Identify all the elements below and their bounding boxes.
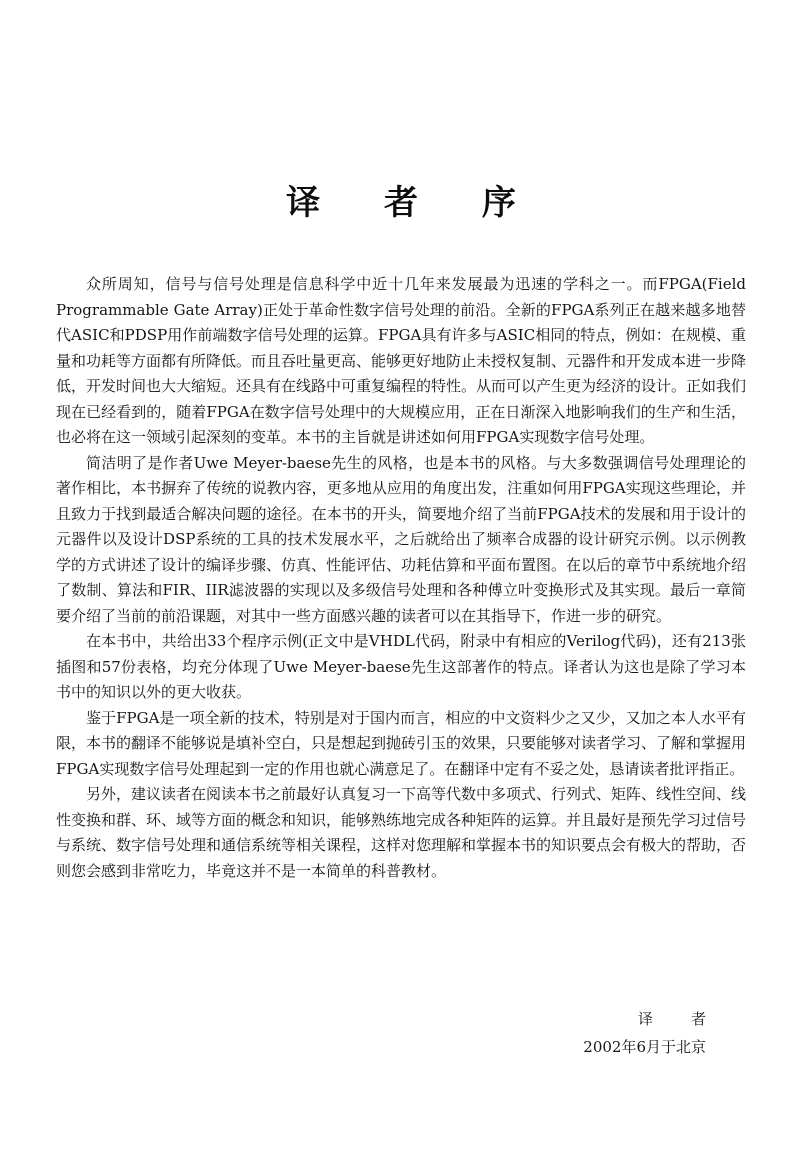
body-text — [56, 272, 746, 884]
signature-block — [583, 1005, 744, 1061]
paragraph-3: 在本书中，共给出33个程序示例(正文中是VHDL代码，附录中有相应的Verilog代码)，还有213张插图和57份表格，均充分体现了Uwe Meyer-baese先生这部著作的特点。译者认为这也是除了学习本书中的知识以外的更大收获。 — [56, 632, 746, 701]
paragraph-1: 众所周知，信号与信号处理是信息科学中近十几年来发展最为迅速的学科之一。而FPGA(Field Programmable Gate Array)正处于革命性数字信号处理的前沿。全新的FPGA系列正在越来越多地替代ASIC和PDSP用作前端数字信号处理的运算。FPGA具有许多与ASIC相同的特点，例如：在规模、重量和功耗等方面都有所降低。而且吞吐量更高、能够更好地防止未授权复制、元器件和开发成本进一步降低，开发时间也大大缩短。还具有在线路中可重复编程的特性。从而可以产生更为经济的设计。正如我们现在已经看到的，随着FPGA在数字信号处理中的大规模应用，正在日渐深入地影响我们的生产和生活，也必将在这一领域引起深刻的变革。本书的主旨就是讲述如何用FPGA实现数字信号处理。 — [56, 275, 747, 446]
page-title: 译 者 序 — [286, 183, 542, 223]
paragraph-5: 另外，建议读者在阅读本书之前最好认真复习一下高等代数中多项式、行列式、矩阵、线性空间、线性变换和群、环、域等方面的概念和知识，能够熟练地完成各种矩阵的运算。并且最好是预先学习过信号与系统、数字信号处理和通信系统等相关课程，这样对您理解和掌握本书的知识要点会有极大的帮助，否则您会感到非常吃力，毕竟这并不是一本简单的科普教材。 — [56, 785, 747, 880]
translator-signature: 译者 — [637, 1010, 744, 1028]
signature-date: 2002年6月于北京 — [583, 1038, 706, 1056]
paragraph-4: 鉴于FPGA是一项全新的技术，特别是对于国内而言，相应的中文资料少之又少，又加之本人水平有限，本书的翻译不能够说是填补空白，只是想起到抛砖引玉的效果，只要能够对读者学习、了解和掌握用FPGA实现数字信号处理起到一定的作用也就心满意足了。在翻译中定有不妥之处，恳请读者批评指正。 — [56, 708, 747, 778]
paragraph-2: 简洁明了是作者Uwe Meyer-baese先生的风格，也是本书的风格。与大多数强调信号处理理论的著作相比，本书摒弃了传统的说教内容，更多地从应用的角度出发，注重如何用FPGA实现这些理论，并且致力于找到最适合解决问题的途径。在本书的开头，简要地介绍了当前FPGA技术的发展和用于设计的元器件以及设计DSP系统的工具的技术发展水平，之后就给出了频率合成器的设计研究示例。以示例教学的方式讲述了设计的编译步骤、仿真、性能评估、功耗估算和平面布置图。在以后的章节中系统地介绍了数制、算法和FIR、IIR滤波器的实现以及多级信号处理和各种傅立叶变换形式及其实现。最后一章简要介绍了当前的前沿课题，对其中一些方面感兴趣的读者可以在其指导下，作进一步的研究。 — [56, 453, 747, 625]
signature-name-line — [583, 1005, 744, 1033]
